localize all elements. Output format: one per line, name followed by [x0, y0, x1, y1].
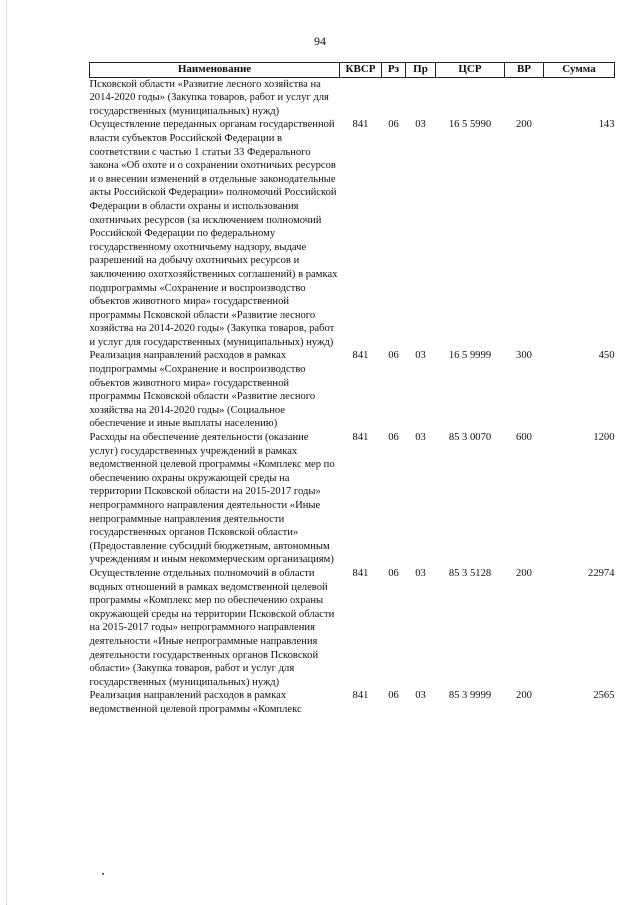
table-row: [90, 349, 615, 431]
row-vr: 300: [516, 350, 532, 362]
row-vr: [505, 77, 544, 118]
row-name: Реализация направлений расходов в рамках подпрограммы «Сохранение и воспроизводство объектов животного мира» государственной программы Псковской области «Развитие лесного хозяйства на 2014-2020 годы» (Социальное обеспечение и иные выплаты населению): [89, 350, 316, 430]
row-kvsr: 841: [352, 119, 369, 131]
row-csr: 85 3 0070: [448, 432, 492, 444]
header-vr: ВР: [505, 63, 544, 78]
row-name: Псковской области «Развитие лесного хозяйства на 2014-2020 годы» (Закупка товаров, работ и услуг для государственных (муниципальных) нужд): [89, 78, 329, 117]
row-kvsr: 841: [352, 567, 369, 579]
row-rz: 06: [388, 350, 399, 362]
row-rz: 06: [388, 690, 399, 702]
row-name: Осуществление переданных органам государственной власти субъектов Российской Федерации в соответствии с частью 1 статьи 33 Федерального закона «Об охоте и о сохранении охотничьих ресурсов и о внесении изменений в отдельные законодательные акты Российской Федерации» полномочий Российской Федерации в области охраны и использования охотничьих ресурсов (за исключением полномочий Российской Федерации по федеральному государственному охотничьему надзору, выдаче разрешений на добычу охотничьих ресурсов и заключению охотхозяйственных соглашений) в рамках подпрограммы «Сохранение и воспроизводство объектов животного мира» государственной программы Псковской области «Развитие лесного хозяйства на 2014-2020 годы» (Закупка товаров, работ и услуг для государственных (муниципальных) нужд): [89, 119, 338, 348]
header-sum: Сумма: [544, 63, 615, 78]
row-sum: 143: [598, 119, 615, 131]
row-rz: 06: [388, 567, 399, 579]
row-csr: 85 3 5128: [448, 567, 492, 579]
row-csr: 85 3 9999: [448, 690, 492, 702]
header-pr: Пр: [406, 63, 436, 78]
row-name: Расходы на обеспечение деятельности (оказание услуг) государственных учреждений в рамках ведомственной целевой программы «Комплекс мер по обеспечению охраны окружающей среды на территории Псковской области на 2015-2017 годы» непрограммного направления деятельности «Иные непрограммные направления деятельности государственных органов Псковской области» (Предоставление субсидий бюджетным, автономным учреждениям и иным некоммерческим организациям): [89, 432, 335, 566]
scan-margin-line: [6, 0, 7, 905]
table-header-row: [90, 63, 615, 78]
table-row: [90, 689, 615, 716]
row-csr: 16 5 5990: [448, 119, 492, 131]
table-row: [90, 77, 615, 118]
row-pr: 03: [415, 567, 426, 579]
header-kvsr: КВСР: [340, 63, 382, 78]
row-pr: [406, 77, 436, 118]
table-row: [90, 567, 615, 689]
row-rz: 06: [388, 432, 399, 444]
row-sum: 22974: [588, 567, 615, 579]
row-csr: 16 5 9999: [448, 350, 492, 362]
row-rz: [382, 77, 406, 118]
scan-speck: [102, 873, 104, 875]
row-name: Осуществление отдельных полномочий в области водных отношений в рамках ведомственной целевой программы «Комплекс мер по обеспечению охраны окружающей среды на территории Псковской области на 2015-2017 годы» непрограммного направления деятельности «Иные непрограммные направления деятельности государственных органов Псковской области» (Закупка товаров, работ и услуг для государственных (муниципальных) нужд): [89, 567, 335, 688]
row-vr: 200: [516, 567, 532, 579]
page-number: 94: [314, 34, 326, 48]
row-vr: 200: [516, 690, 532, 702]
row-sum: 450: [598, 350, 615, 362]
row-pr: 03: [415, 350, 426, 362]
row-kvsr: 841: [352, 350, 369, 362]
header-csr: ЦСР: [436, 63, 505, 78]
table-row: [90, 118, 615, 349]
row-sum: 2565: [593, 690, 615, 702]
row-kvsr: [340, 77, 382, 118]
row-pr: 03: [415, 119, 426, 131]
header-rz: Рз: [382, 63, 406, 78]
row-csr: [436, 77, 505, 118]
budget-table: [89, 62, 615, 717]
row-sum: [544, 77, 615, 118]
row-pr: 03: [415, 432, 426, 444]
row-kvsr: 841: [352, 690, 369, 702]
row-name: Реализация направлений расходов в рамках ведомственной целевой программы «Комплекс: [89, 690, 302, 715]
row-kvsr: 841: [352, 432, 369, 444]
header-name: Наименование: [90, 63, 340, 78]
row-vr: 200: [516, 119, 532, 131]
row-sum: 1200: [593, 432, 615, 444]
table-row: [90, 431, 615, 567]
row-rz: 06: [388, 119, 399, 131]
row-vr: 600: [516, 432, 532, 444]
row-pr: 03: [415, 690, 426, 702]
